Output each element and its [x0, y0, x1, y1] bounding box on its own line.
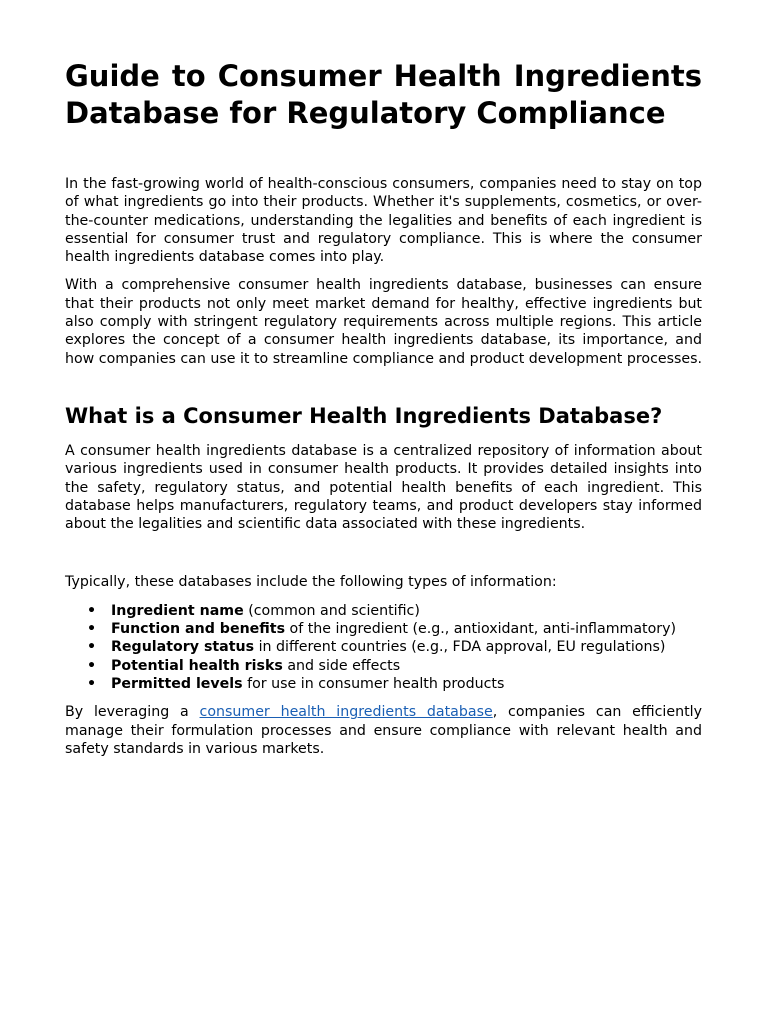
section-paragraph: A consumer health ingredients database is a centralized repository of information about various ingredients used in consumer health products. It provides detailed insights into the safety, regulatory status, and potential health benefits of each ingredient. This database helps manufacturers, regulatory teams, and product developers stay informed about the legalities and scientific data associated with these ingredients. — [65, 442, 702, 533]
list-item: • Permitted levels for use in consumer health products — [87, 675, 505, 692]
bullet-icon: • — [87, 675, 97, 692]
section-heading: What is a Consumer Health Ingredients Database? — [65, 403, 663, 428]
document-page — [65, 58, 702, 768]
bullet-icon: • — [87, 621, 97, 638]
info-list — [65, 602, 702, 693]
list-item: • Ingredient name (common and scientific) — [87, 602, 420, 619]
bullet-icon: • — [87, 639, 97, 656]
list-item: • Potential health risks and side effects — [87, 657, 401, 674]
database-link[interactable]: consumer health ingredients database — [199, 704, 493, 721]
list-intro: Typically, these databases include the following types of information: — [65, 574, 557, 591]
list-item: • Function and benefits of the ingredient (e.g., antioxidant, anti-inflammatory) — [87, 621, 677, 638]
intro-paragraph-1: In the fast-growing world of health-conscious consumers, companies need to stay on top of what ingredients go into their products. Whether it's supplements, cosmetics, or over-the-counter medications, understanding the legalities and benefits of each ingredient is essential for consumer trust and regulatory compliance. This is where the consumer health ingredients database comes into play. — [65, 176, 702, 266]
closing-paragraph: By leveraging a consumer health ingredients database, companies can efficiently manage their formulation processes and ensure compliance with relevant health and safety standards in various markets. — [65, 704, 702, 757]
document-title: Guide to Consumer Health Ingredients Database for Regulatory Compliance — [65, 59, 702, 130]
list-item: • Regulatory status in different countries (e.g., FDA approval, EU regulations) — [87, 639, 666, 656]
intro-paragraph-2: With a comprehensive consumer health ingredients database, businesses can ensure that their products not only meet market demand for healthy, effective ingredients but also comply with stringent regulatory requirements across multiple regions. This article explores the concept of a consumer health ingredients database, its importance, and how companies can use it to streamline compliance and product development processes. — [65, 277, 703, 367]
bullet-icon: • — [87, 657, 97, 674]
bullet-icon: • — [87, 602, 97, 619]
